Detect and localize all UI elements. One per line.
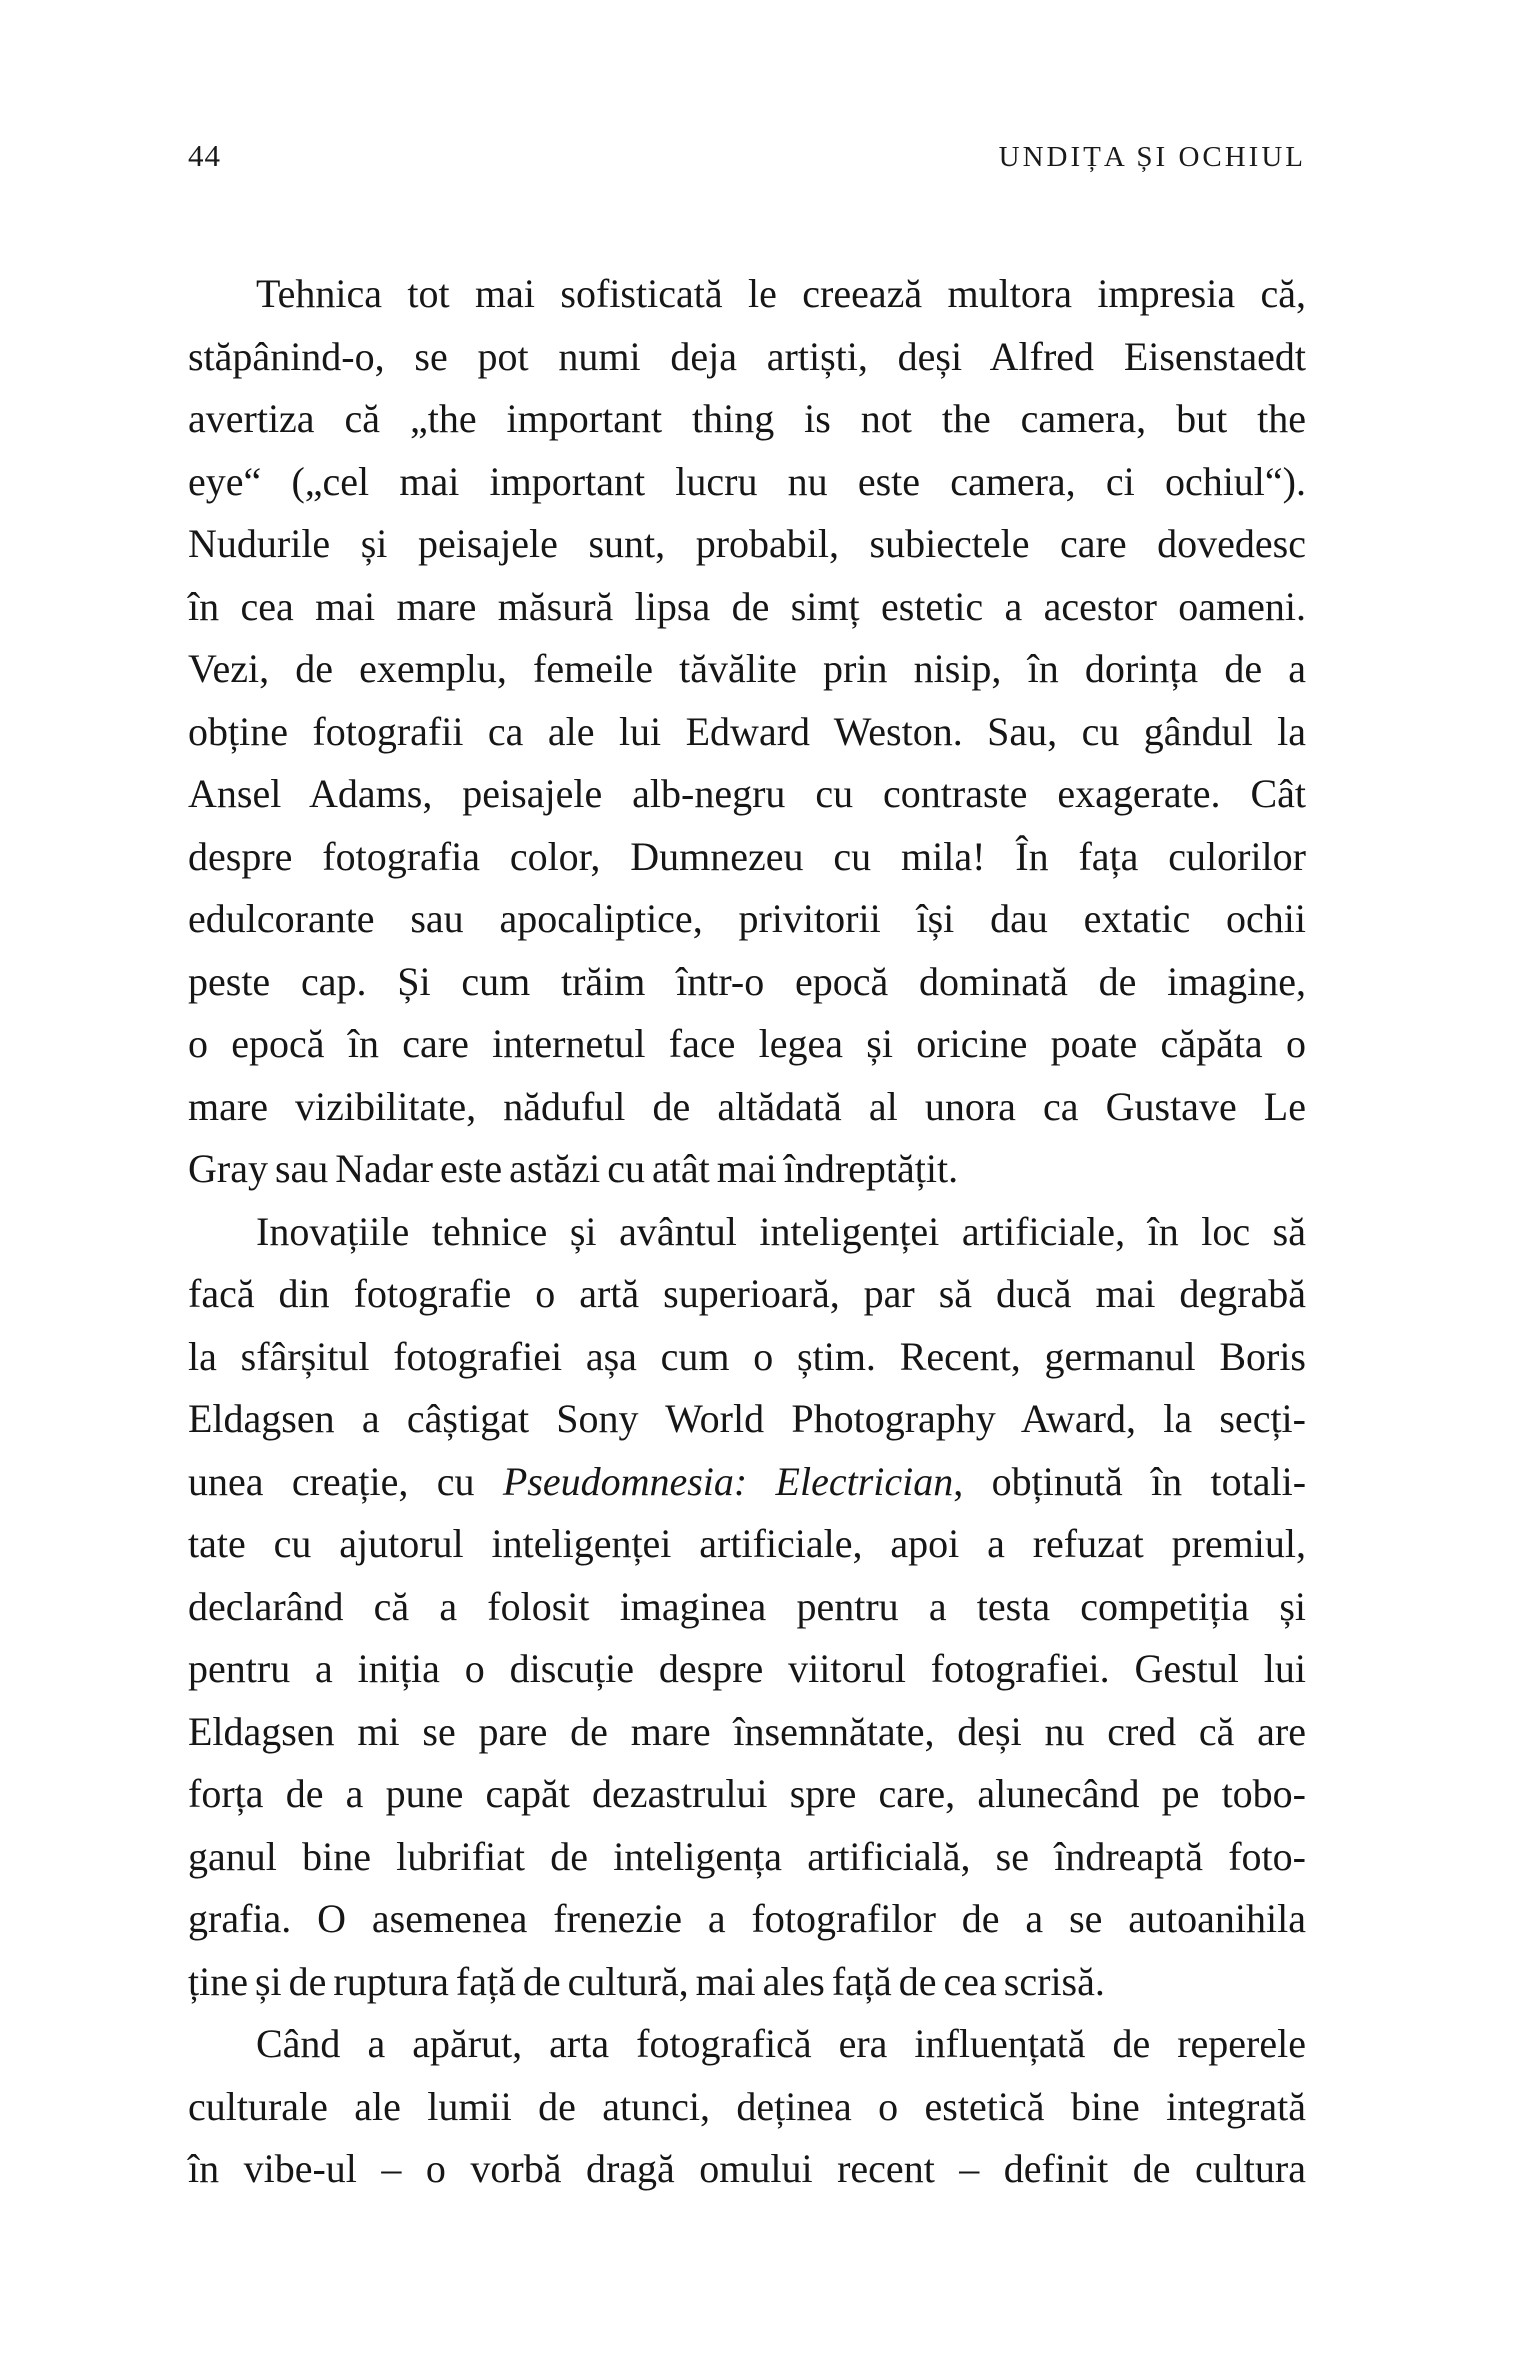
text-segment: Inovațiile tehnice și avântul inteligenței artificiale, în loc să [256, 1208, 1306, 1254]
text-line [188, 263, 1306, 326]
text-segment: Ansel Adams, peisajele alb-negru cu contraste exagerate. Cât [188, 771, 1306, 816]
text-line [188, 1826, 1306, 1889]
text-line [188, 1326, 1306, 1389]
text-line [188, 1201, 1306, 1264]
text-segment: pentru a iniția o discuție despre viitorul fotografiei. Gestul lui [188, 1646, 1306, 1691]
text-line [188, 1138, 1306, 1201]
text-segment: Nudurile și peisajele sunt, probabil, subiectele care dovedesc [188, 521, 1306, 566]
text-line [188, 1638, 1306, 1701]
text-line [188, 388, 1306, 451]
text-line [188, 1951, 1306, 2014]
page-number: 44 [188, 138, 221, 173]
text-segment: Gray sau Nadar este astăzi cu atât mai îndreptățit. [188, 1146, 959, 1191]
text-segment: Eldagsen a câștigat Sony World Photography Award, la secți- [188, 1396, 1306, 1441]
text-segment: , obținută în totali- [953, 1458, 1307, 1504]
text-line [188, 1263, 1306, 1326]
text-line [188, 826, 1306, 889]
paragraph [188, 263, 1306, 1201]
text-body [188, 263, 1306, 2201]
text-line [188, 576, 1306, 639]
text-segment: despre fotografia color, Dumnezeu cu mila! În fața culorilor [188, 833, 1306, 879]
text-segment: ține și de ruptura față de cultură, mai ales față de cea scrisă. [188, 1958, 1105, 2004]
text-segment: declarând că a folosit imaginea pentru a testa competiția și [188, 1583, 1306, 1629]
text-segment: în cea mai mare măsură lipsa de simț estetic a acestor oameni. [188, 583, 1306, 629]
text-line [188, 1701, 1306, 1764]
text-line [188, 951, 1306, 1014]
text-segment: stăpânind-o, se pot numi deja artiști, deși Alfred Eisenstaedt [188, 333, 1306, 379]
running-header [188, 138, 1306, 174]
text-line [188, 701, 1306, 764]
text-segment: edulcorante sau apocaliptice, privitorii își dau extatic ochii [188, 896, 1306, 941]
text-line [188, 2076, 1306, 2139]
text-segment: forța de a pune capăt dezastrului spre care, alunecând pe tobo- [188, 1771, 1306, 1816]
text-line [188, 638, 1306, 701]
text-segment: unea creație, cu [188, 1458, 503, 1504]
text-line [188, 513, 1306, 576]
text-line [188, 1888, 1306, 1951]
text-segment: obține fotografii ca ale lui Edward Weston. Sau, cu gândul la [188, 708, 1306, 754]
running-title: UNDIȚA ȘI OCHIUL [998, 141, 1306, 173]
text-segment: avertiza că „the important thing is not the camera, but the [188, 396, 1306, 441]
text-segment: Vezi, de exemplu, femeile tăvălite prin nisip, în dorința de a [188, 646, 1306, 691]
text-segment: o epocă în care internetul face legea și oricine poate căpăta o [188, 1021, 1306, 1066]
text-segment: Când a apărut, arta fotografică era influențată de reperele [256, 2021, 1306, 2066]
text-line [188, 1076, 1306, 1139]
text-segment: eye“ („cel mai important lucru nu este camera, ci ochiul“). [188, 458, 1306, 504]
text-segment: Tehnica tot mai sofisticată le creează multora impresia că, [256, 271, 1306, 316]
text-segment: în vibe-ul – o vorbă dragă omului recent – definit de cultura [188, 2146, 1306, 2191]
text-segment: facă din fotografie o artă superioară, par să ducă mai degrabă [188, 1271, 1306, 1316]
text-line [188, 1513, 1306, 1576]
text-segment: tate cu ajutorul inteligenței artificiale, apoi a refuzat premiul, [188, 1521, 1306, 1566]
text-line [188, 888, 1306, 951]
text-line [188, 763, 1306, 826]
text-segment: grafia. O asemenea frenezie a fotografilor de a se autoanihila [188, 1896, 1306, 1941]
text-line [188, 2138, 1306, 2201]
text-segment: la sfârșitul fotografiei așa cum o știm. Recent, germanul Boris [188, 1333, 1306, 1379]
text-segment: Eldagsen mi se pare de mare însemnătate, deși nu cred că are [188, 1708, 1306, 1754]
paragraph [188, 1201, 1306, 2014]
text-line [188, 1013, 1306, 1076]
text-segment: mare vizibilitate, năduful de altădată al unora ca Gustave Le [188, 1083, 1306, 1129]
text-line [188, 1388, 1306, 1451]
text-line [188, 451, 1306, 514]
paragraph [188, 2013, 1306, 2201]
text-line [188, 1576, 1306, 1639]
text-line [188, 326, 1306, 389]
italic-text-segment: Pseudomnesia: Electrician [502, 1458, 954, 1504]
text-segment: culturale ale lumii de atunci, deținea o estetică bine integrată [188, 2083, 1306, 2129]
text-segment: ganul bine lubrifiat de inteligența artificială, se îndreaptă foto- [188, 1833, 1306, 1879]
text-line [188, 1451, 1306, 1514]
text-line [188, 1763, 1306, 1826]
text-segment: peste cap. Și cum trăim într-o epocă dominată de imagine, [188, 958, 1306, 1004]
text-line [188, 2013, 1306, 2076]
